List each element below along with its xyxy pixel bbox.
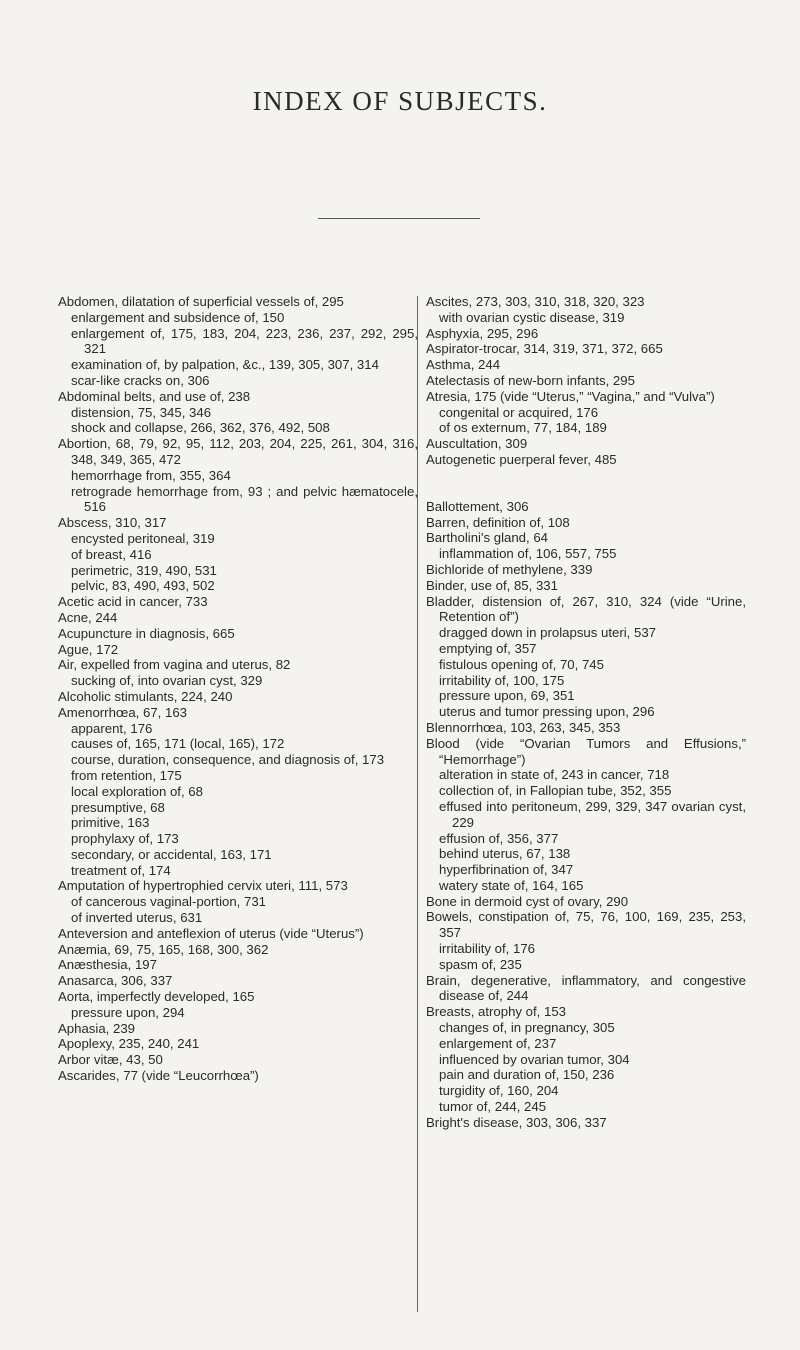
index-entry: Abscess, 310, 317 [58, 515, 167, 531]
index-subentry: prophylaxy of, 173 [71, 831, 179, 847]
index-entry: Barren, definition of, 108 [426, 514, 570, 530]
index-subentry: enlargement and subsidence of, 150 [71, 309, 285, 325]
index-subentry: secondary, or accidental, 163, 171 [71, 846, 272, 862]
index-entry: Bichloride of methylene, 339 [426, 561, 593, 577]
index-subentry: causes of, 165, 171 (local, 165), 172 [71, 736, 285, 752]
index-subentry: pressure upon, 69, 351 [439, 688, 575, 704]
index-subentry: irritability of, 100, 175 [439, 672, 565, 688]
index-entry: Brain, degenerative, inflammatory, and congestive disease of, 244 [426, 972, 746, 1004]
group-gap [426, 468, 746, 499]
index-subentry: dragged down in prolapsus uteri, 537 [439, 625, 657, 641]
index-entry: Abdomen, dilatation of superficial vessels of, 295 [58, 294, 344, 309]
index-subentry: from retention, 175 [71, 767, 182, 783]
index-entry: Arbor vitæ, 43, 50 [58, 1052, 163, 1068]
index-subentry: encysted peritoneal, 319 [71, 530, 215, 546]
index-subentry: watery state of, 164, 165 [439, 877, 584, 893]
index-group-a [426, 294, 746, 468]
index-entry: Aspirator-trocar, 314, 319, 371, 372, 665 [426, 341, 663, 357]
index-subentry: course, duration, consequence, and diagnosis of, 173 [71, 752, 385, 768]
index-entry: Anteversion and anteflexion of uterus (vide “Uterus”) [58, 925, 364, 941]
index-entry: Ascarides, 77 (vide “Leucorrhœa”) [58, 1068, 259, 1084]
index-entry: Atresia, 175 (vide “Uterus,” “Vagina,” and “Vulva”) [426, 388, 715, 404]
index-subentry: apparent, 176 [71, 720, 153, 736]
index-subentry: irritability of, 176 [439, 941, 536, 957]
index-subentry: with ovarian cystic disease, 319 [439, 309, 625, 325]
index-subentry: examination of, by palpation, &c., 139, 305, 307, 314 [71, 357, 379, 373]
index-entry: Anæsthesia, 197 [58, 957, 157, 973]
index-subentry: presumptive, 68 [71, 799, 165, 815]
title-rule [318, 218, 480, 219]
index-entry: Amputation of hypertrophied cervix uteri, 111, 573 [58, 878, 348, 894]
index-entry: Air, expelled from vagina and uterus, 82 [58, 657, 291, 673]
index-entry: Binder, use of, 85, 331 [426, 577, 558, 593]
index-entry: Amenorrhœa, 67, 163 [58, 704, 188, 720]
index-entry: Auscultation, 309 [426, 436, 528, 452]
index-subentry: pelvic, 83, 490, 493, 502 [71, 578, 215, 594]
column-divider [417, 296, 418, 1312]
page-title: INDEX OF SUBJECTS. [252, 86, 548, 116]
index-entry: Autogenetic puerperal fever, 485 [426, 451, 617, 467]
index-entry: Ague, 172 [58, 641, 119, 657]
index-subentry: sucking of, into ovarian cyst, 329 [71, 673, 263, 689]
index-subentry: retrograde hemorrhage from, 93 ; and pelvic hæmatocele, 516 [71, 483, 418, 515]
index-entry: Anæmia, 69, 75, 165, 168, 300, 362 [58, 941, 269, 957]
index-group-b [426, 499, 746, 1131]
index-entry: Blennorrhœa, 103, 263, 345, 353 [426, 719, 621, 735]
index-entry: Anasarca, 306, 337 [58, 973, 173, 989]
index-subentry: influenced by ovarian tumor, 304 [439, 1051, 630, 1067]
index-subentry: changes of, in pregnancy, 305 [439, 1020, 615, 1036]
index-entry: Aphasia, 239 [58, 1020, 135, 1036]
index-entry: Acne, 244 [58, 609, 118, 625]
index-subentry: local exploration of, 68 [71, 783, 203, 799]
index-entry: Alcoholic stimulants, 224, 240 [58, 688, 233, 704]
index-subentry: treatment of, 174 [71, 862, 171, 878]
index-entry: Apoplexy, 235, 240, 241 [58, 1036, 200, 1052]
index-column-right [426, 294, 746, 1131]
index-entry: Breasts, atrophy of, 153 [426, 1004, 567, 1020]
index-subentry: primitive, 163 [71, 815, 150, 831]
index-entry: Acupuncture in diagnosis, 665 [58, 625, 235, 641]
index-subentry: collection of, in Fallopian tube, 352, 355 [439, 783, 672, 799]
index-entry: Aorta, imperfectly developed, 165 [58, 989, 255, 1005]
index-entry: Bone in dermoid cyst of ovary, 290 [426, 893, 629, 909]
index-subentry: tumor of, 244, 245 [439, 1099, 547, 1115]
index-subentry: pressure upon, 294 [71, 1004, 185, 1020]
index-subentry: scar-like cracks on, 306 [71, 372, 210, 388]
index-subentry: of breast, 416 [71, 546, 152, 562]
index-subentry: of os externum, 77, 184, 189 [439, 420, 607, 436]
index-subentry: hemorrhage from, 355, 364 [71, 467, 231, 483]
index-subentry: inflammation of, 106, 557, 755 [439, 546, 617, 562]
index-subentry: enlargement of, 237 [439, 1035, 557, 1051]
index-subentry: effused into peritoneum, 299, 329, 347 ovarian cyst, 229 [439, 798, 746, 830]
index-subentry: perimetric, 319, 490, 531 [71, 562, 217, 578]
index-entry: Bowels, constipation of, 75, 76, 100, 169, 235, 253, 357 [426, 909, 746, 941]
index-subentry: alteration in state of, 243 in cancer, 718 [439, 767, 670, 783]
index-entry: Bartholini's gland, 64 [426, 530, 549, 546]
index-entry: Abdominal belts, and use of, 238 [58, 388, 251, 404]
index-subentry: emptying of, 357 [439, 640, 537, 656]
index-subentry: enlargement of, 175, 183, 204, 223, 236, 237, 292, 295, 321 [71, 325, 418, 357]
index-subentry: of cancerous vaginal-portion, 731 [71, 894, 267, 910]
index-entry: Acetic acid in cancer, 733 [58, 594, 208, 610]
index-subentry: hyperfibrination of, 347 [439, 862, 574, 878]
index-subentry: spasm of, 235 [439, 956, 522, 972]
index-subentry: uterus and tumor pressing upon, 296 [439, 704, 655, 720]
index-entry: Asphyxia, 295, 296 [426, 325, 539, 341]
index-entry: Ascites, 273, 303, 310, 318, 320, 323 [426, 294, 645, 309]
index-entry: Ballottement, 306 [426, 498, 529, 514]
index-subentry: fistulous opening of, 70, 745 [439, 656, 604, 672]
index-subentry: congenital or acquired, 176 [439, 404, 599, 420]
index-entry: Bladder, distension of, 267, 310, 324 (vide “Urine, Retention of”) [426, 593, 746, 625]
index-subentry: of inverted uterus, 631 [71, 910, 203, 926]
index-entry: Atelectasis of new-born infants, 295 [426, 372, 635, 388]
index-subentry: pain and duration of, 150, 236 [439, 1067, 615, 1083]
index-entry: Abortion, 68, 79, 92, 95, 112, 203, 204, 225, 261, 304, 316, 348, 349, 365, 472 [58, 436, 418, 467]
index-subentry: shock and collapse, 266, 362, 376, 492, 508 [71, 420, 330, 436]
index-column-left [58, 294, 418, 1084]
index-subentry: turgidity of, 160, 204 [439, 1083, 559, 1099]
index-entry: Blood (vide “Ovarian Tumors and Effusions,” “Hemorrhage”) [426, 735, 746, 767]
index-subentry: distension, 75, 345, 346 [71, 404, 212, 420]
index-entry: Bright's disease, 303, 306, 337 [426, 1114, 607, 1130]
index-entry: Asthma, 244 [426, 357, 501, 373]
index-subentry: effusion of, 356, 377 [439, 830, 559, 846]
index-subentry: behind uterus, 67, 138 [439, 846, 571, 862]
